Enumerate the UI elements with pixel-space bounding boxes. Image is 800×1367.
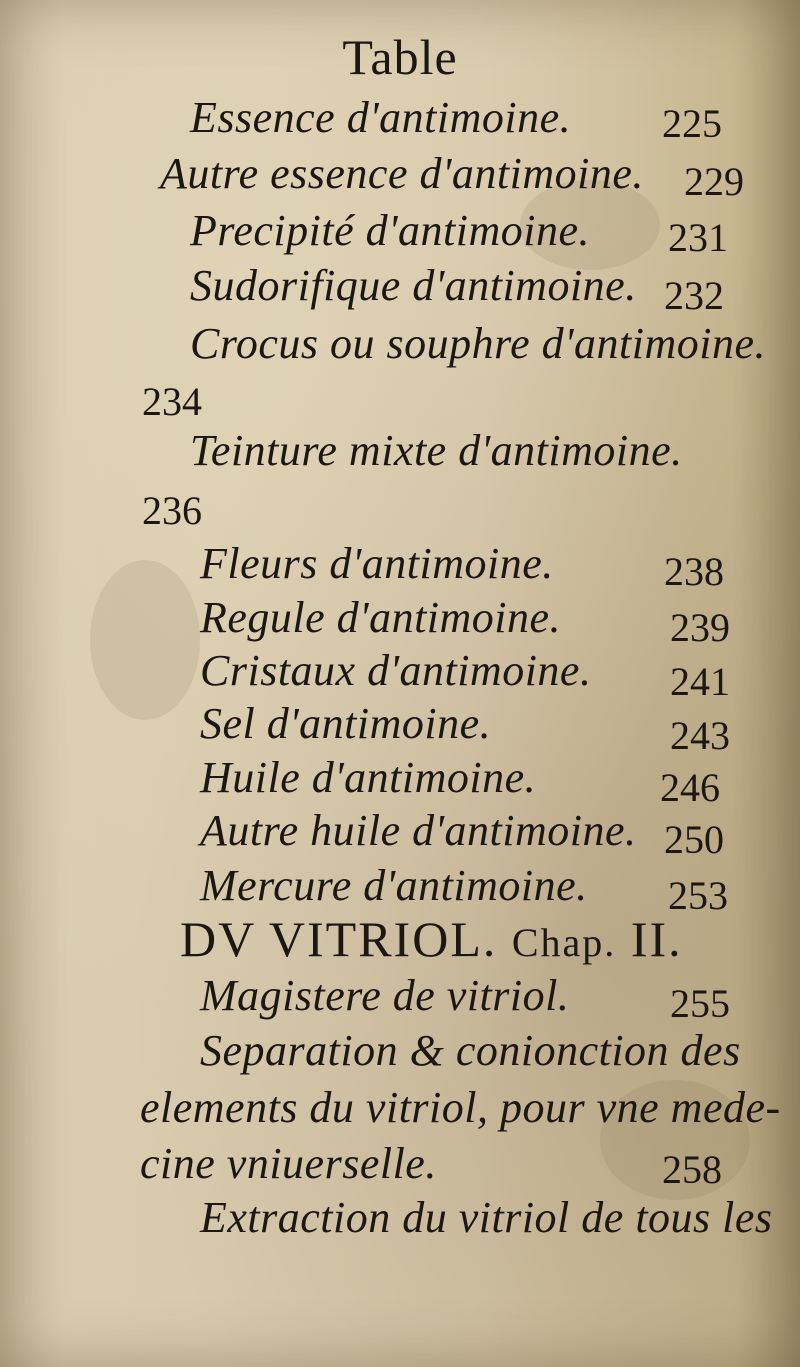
chapter-heading [180,910,683,968]
toc-entry-title: Extraction du vitriol de tous les [200,1193,773,1242]
toc-entry-title-line: elements du vitriol, pour vne mede- [140,1083,781,1132]
toc-entry-title: Cristaux d'antimoine. [200,646,592,695]
toc-entry-page: 238 [664,549,724,594]
toc-entry-page: 258 [662,1147,722,1192]
toc-entry-page: 255 [670,981,730,1026]
toc-entry-page: 239 [670,605,730,650]
toc-entry-title: Sel d'antimoine. [200,699,492,748]
toc-entry-title: Mercure d'antimoine. [200,861,588,910]
toc-entry-title: Regule d'antimoine. [200,593,562,642]
toc-entry-page: 229 [684,159,744,204]
toc-entry-page: 250 [664,817,724,862]
paper-stain [90,560,200,720]
toc-entry-title: Huile d'antimoine. [200,753,537,802]
chapter-title: DV VITRIOL. [180,911,498,967]
toc-entry-page: 246 [660,765,720,810]
toc-entry-title: Autre huile d'antimoine. [200,806,637,855]
toc-entry-title: Essence d'antimoine. [190,93,572,142]
toc-entry-title: Teinture mixte d'antimoine. [190,426,683,475]
toc-entry-page: 231 [668,215,728,260]
running-head: Table [342,29,458,85]
toc-entry-page: 234 [142,379,202,424]
chapter-label: Chap. [511,920,617,965]
toc-entry-title: Magistere de vitriol. [200,971,570,1020]
toc-entry-page: 241 [670,659,730,704]
toc-entry-title: Fleurs d'antimoine. [200,539,554,588]
toc-entry-page: 253 [668,873,728,918]
toc-entry-page: 225 [662,101,722,146]
toc-entry-title: Precipité d'antimoine. [190,206,591,255]
toc-entry-page: 236 [142,488,202,533]
toc-entry-title: Autre essence d'antimoine. [160,149,644,198]
toc-entry-page: 243 [670,713,730,758]
toc-entry-page: 232 [664,273,724,318]
toc-entry-title-line: cine vniuerselle. [140,1139,437,1188]
toc-entry-title: Sudorifique d'antimoine. [190,261,637,310]
chapter-number: II. [630,911,683,967]
toc-entry-title-line: Separation & conionction des [200,1026,741,1075]
toc-entry-title: Crocus ou souphre d'antimoine. [190,319,767,368]
